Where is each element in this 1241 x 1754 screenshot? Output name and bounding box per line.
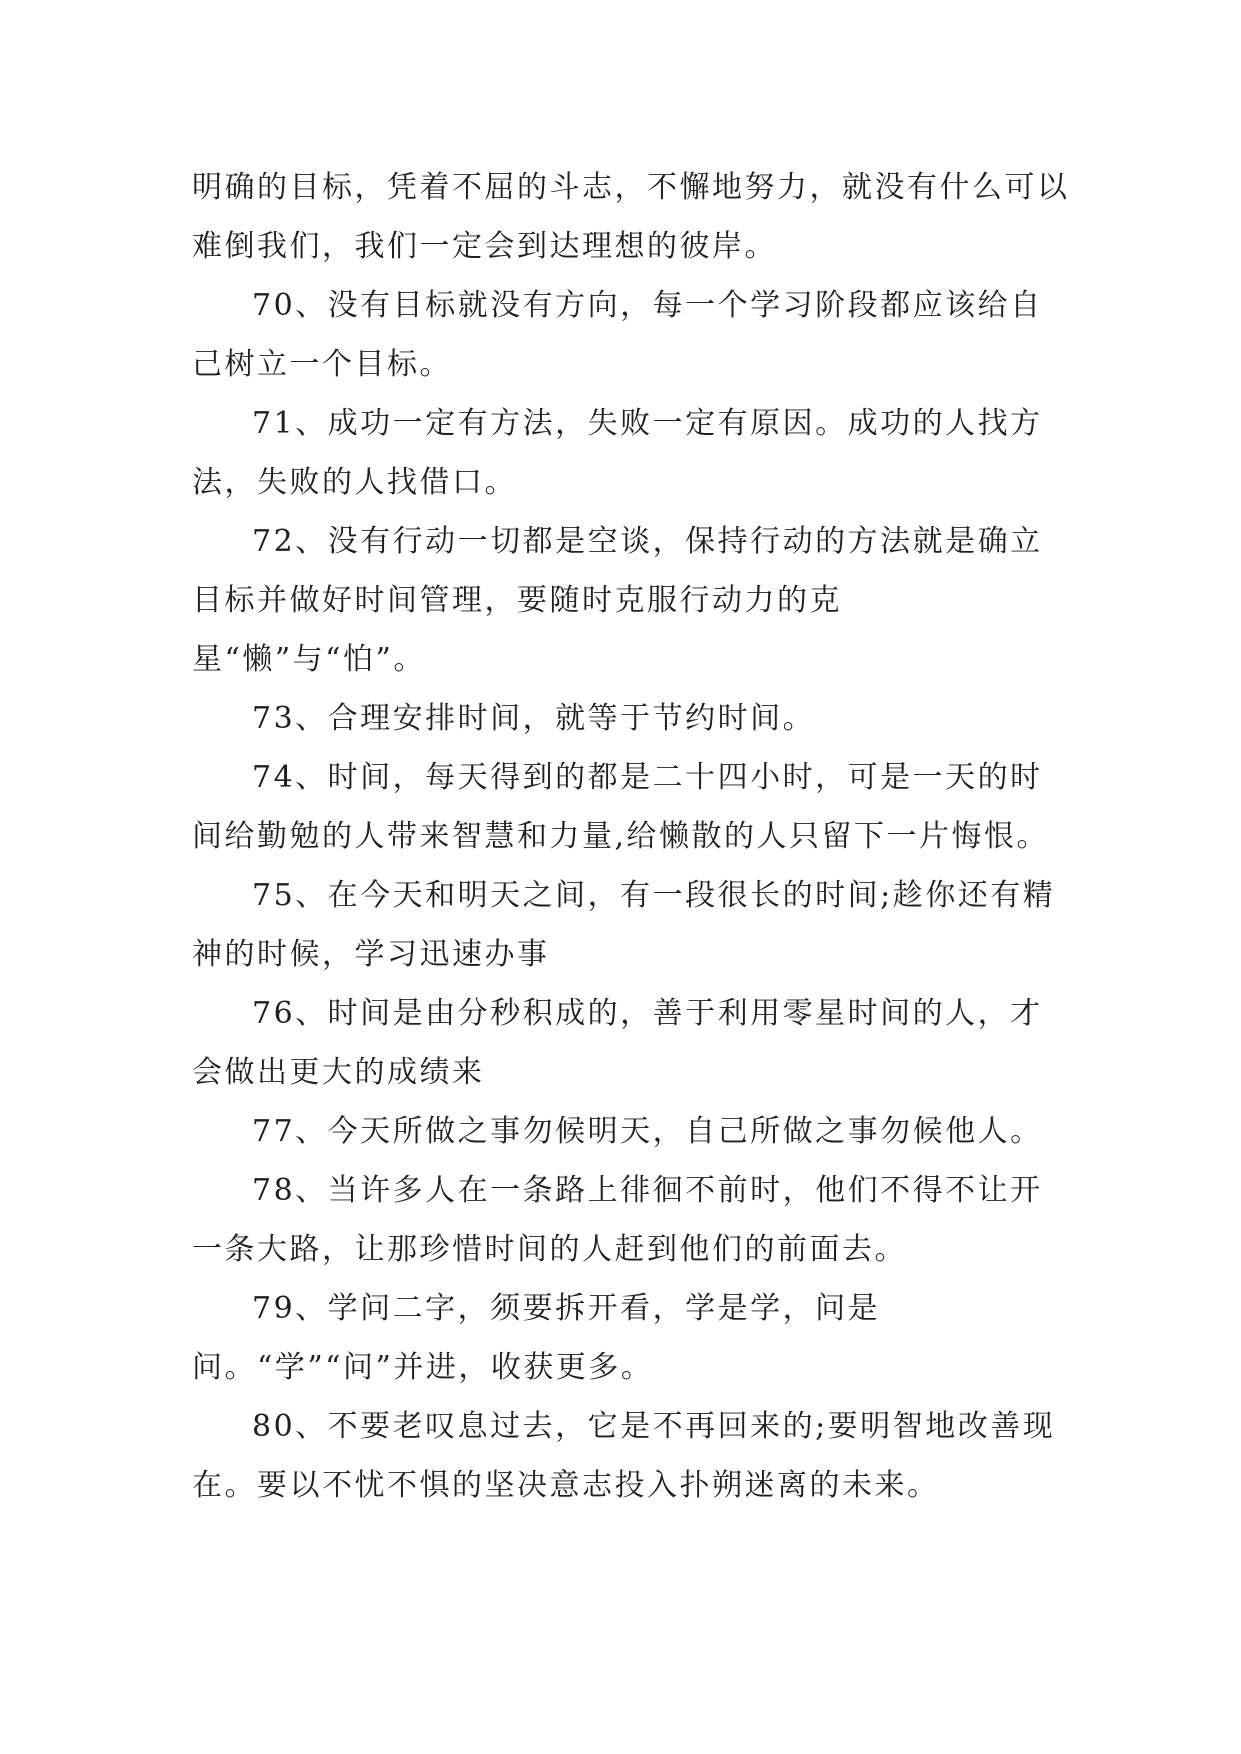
paragraph-item-70: 70、没有目标就没有方向，每一个学习阶段都应该给自己树立一个目标。 — [192, 288, 1043, 382]
paragraph-item-76: 76、时间是由分秒积成的，善于利用零星时间的人，才会做出更大的成绩来 — [192, 996, 1043, 1090]
paragraph-item-79: 79、学问二字，须要拆开看，学是学，问是问。“学”“问”并进，收获更多。 — [192, 1291, 881, 1385]
document-body — [192, 158, 1072, 1515]
paragraph-item-77: 77、今天所做之事勿候明天，自己所做之事勿候他人。 — [252, 1114, 1043, 1149]
paragraph-item-80: 80、不要老叹息过去，它是不再回来的;要明智地改善现在。要以不忧不惧的坚决意志投入扑朔迷离的未来。 — [192, 1409, 1056, 1503]
paragraph-continuation: 明确的目标，凭着不屈的斗志，不懈地努力，就没有什么可以难倒我们，我们一定会到达理想的彼岸。 — [192, 170, 1070, 264]
paragraph-item-72: 72、没有行动一切都是空谈，保持行动的方法就是确立目标并做好时间管理，要随时克服行动力的克星“懒”与“怕”。 — [192, 524, 1043, 677]
paragraph-item-74: 74、时间，每天得到的都是二十四小时，可是一天的时间给勤勉的人带来智慧和力量,给懒散的人只留下一片悔恨。 — [192, 760, 1050, 854]
paragraph-item-75: 75、在今天和明天之间，有一段很长的时间;趁你还有精神的时候，学习迅速办事 — [192, 878, 1056, 972]
paragraph-item-78: 78、当许多人在一条路上徘徊不前时，他们不得不让开一条大路，让那珍惜时间的人赶到他们的前面去。 — [192, 1173, 1043, 1267]
paragraph-item-73: 73、合理安排时间，就等于节约时间。 — [252, 701, 816, 736]
paragraph-item-71: 71、成功一定有方法，失败一定有原因。成功的人找方法，失败的人找借口。 — [192, 406, 1043, 500]
